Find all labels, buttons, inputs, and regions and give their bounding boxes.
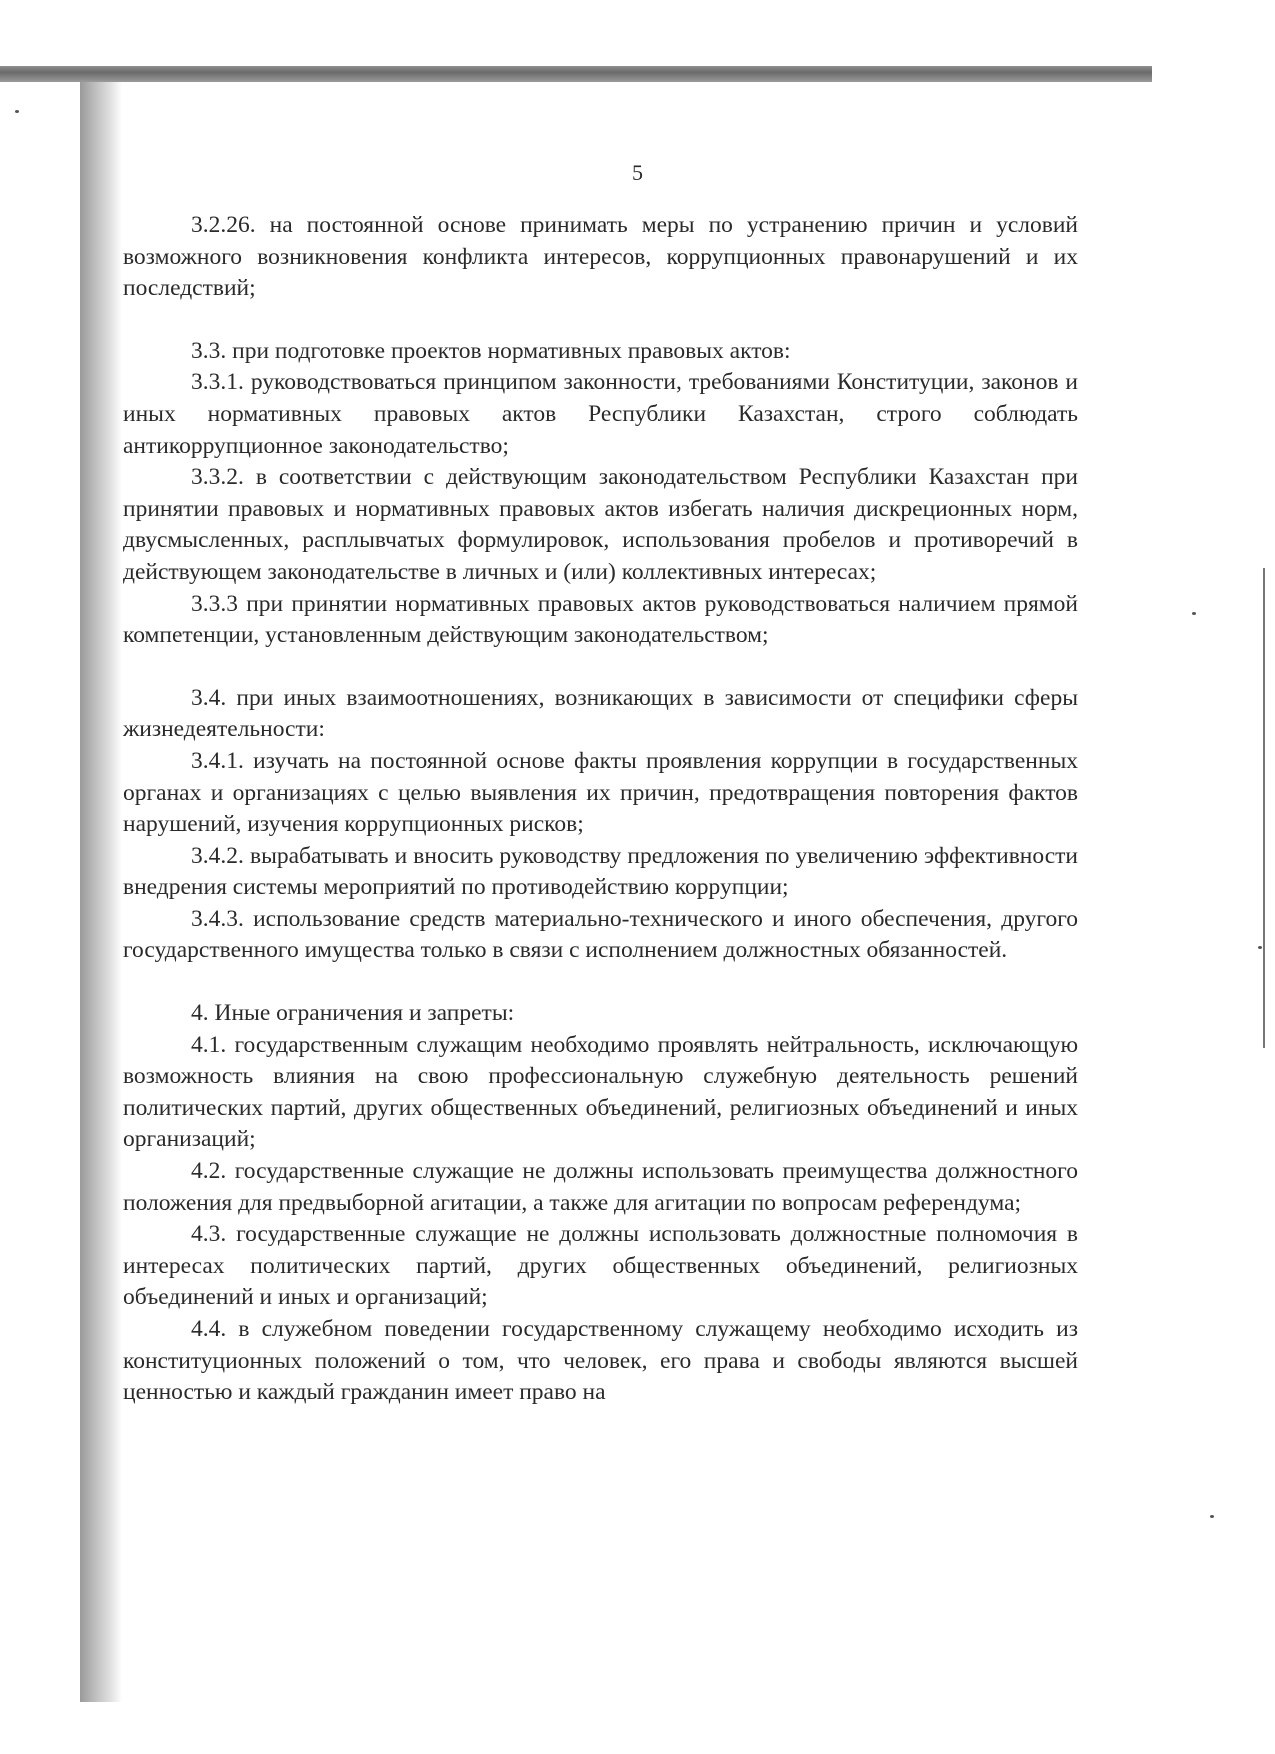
paragraph-3-3: 3.3. при подготовке проектов нормативных правовых актов:: [191, 337, 791, 364]
paragraph-3-4-2: 3.4.2. вырабатывать и вносить руководству предложения по увеличению эффективности внедрения системы мероприятий по противодействию коррупции;: [123, 842, 1078, 901]
paragraph-3-3-3: 3.3.3 при принятии нормативных правовых актов руководствоваться наличием прямой компетенции, установленным действующим законодательством;: [123, 590, 1078, 649]
scan-top-shadow: [0, 66, 1152, 82]
paragraph-4-1: 4.1. государственным служащим необходимо проявлять нейтральность, исключающую возможность влияния на свою профессиональную служебную деятельность решений политических партий, других общественных объединений, религиозных объединений и иных организаций;: [123, 1031, 1078, 1153]
scan-right-edge-line: [1263, 568, 1265, 1048]
scan-speck: [15, 110, 19, 113]
scan-left-shadow: [80, 82, 122, 1702]
paragraph-3-4-3: 3.4.3. использование средств материально-технического и иного обеспечения, другого государственного имущества только в связи с исполнением должностных обязанностей.: [123, 905, 1078, 964]
document-body: [123, 210, 1078, 1409]
paragraph-3-2-26: 3.2.26. на постоянной основе принимать меры по устранению причин и условий возможного возникновения конфликта интересов, коррупционных правонарушений и их последствий;: [123, 212, 1078, 302]
paragraph-4-2: 4.2. государственные служащие не должны использовать преимущества должностного положения для предвыборной агитации, а также для агитации по вопросам референдума;: [123, 1158, 1078, 1216]
scan-speck: [1210, 1515, 1214, 1518]
section-4-heading: 4. Иные ограничения и запреты:: [191, 1000, 515, 1027]
paragraph-4-4: 4.4. в служебном поведении государственному служащему необходимо исходить из конституционных положений о том, что человек, его права и свободы являются высшей ценностью и каждый гражданин имеет право на: [123, 1316, 1078, 1406]
paragraph-3-4: 3.4. при иных взаимоотношениях, возникающих в зависимости от специфики сферы жизнедеятельности:: [123, 684, 1078, 743]
paragraph-4-3: 4.3. государственные служащие не должны использовать должностные полномочия в интересах политических партий, других общественных объединений, религиозных объединений и иных и организаций;: [123, 1221, 1078, 1311]
scan-speck: [1258, 946, 1262, 949]
paragraph-3-4-1: 3.4.1. изучать на постоянной основе факты проявления коррупции в государственных органах и организациях с целью выявления их причин, предотвращения повторения фактов нарушений, изучения коррупционных рисков;: [123, 747, 1078, 838]
paragraph-3-3-1: 3.3.1. руководствоваться принципом законности, требованиями Конституции, законов и иных нормативных правовых актов Республики Казахстан, строго соблюдать антикоррупционное законодательство;: [123, 369, 1078, 459]
page-number: 5: [632, 160, 643, 185]
scan-speck: [1192, 612, 1196, 615]
paragraph-3-3-2: 3.3.2. в соответствии с действующим законодательством Республики Казахстан при принятии правовых и нормативных правовых актов избегать наличия дискреционных норм, двусмысленных, расплывчатых формулировок, использования пробелов и противоречий в действующем законодательстве в личных и (или) коллективных интересах;: [123, 464, 1078, 585]
